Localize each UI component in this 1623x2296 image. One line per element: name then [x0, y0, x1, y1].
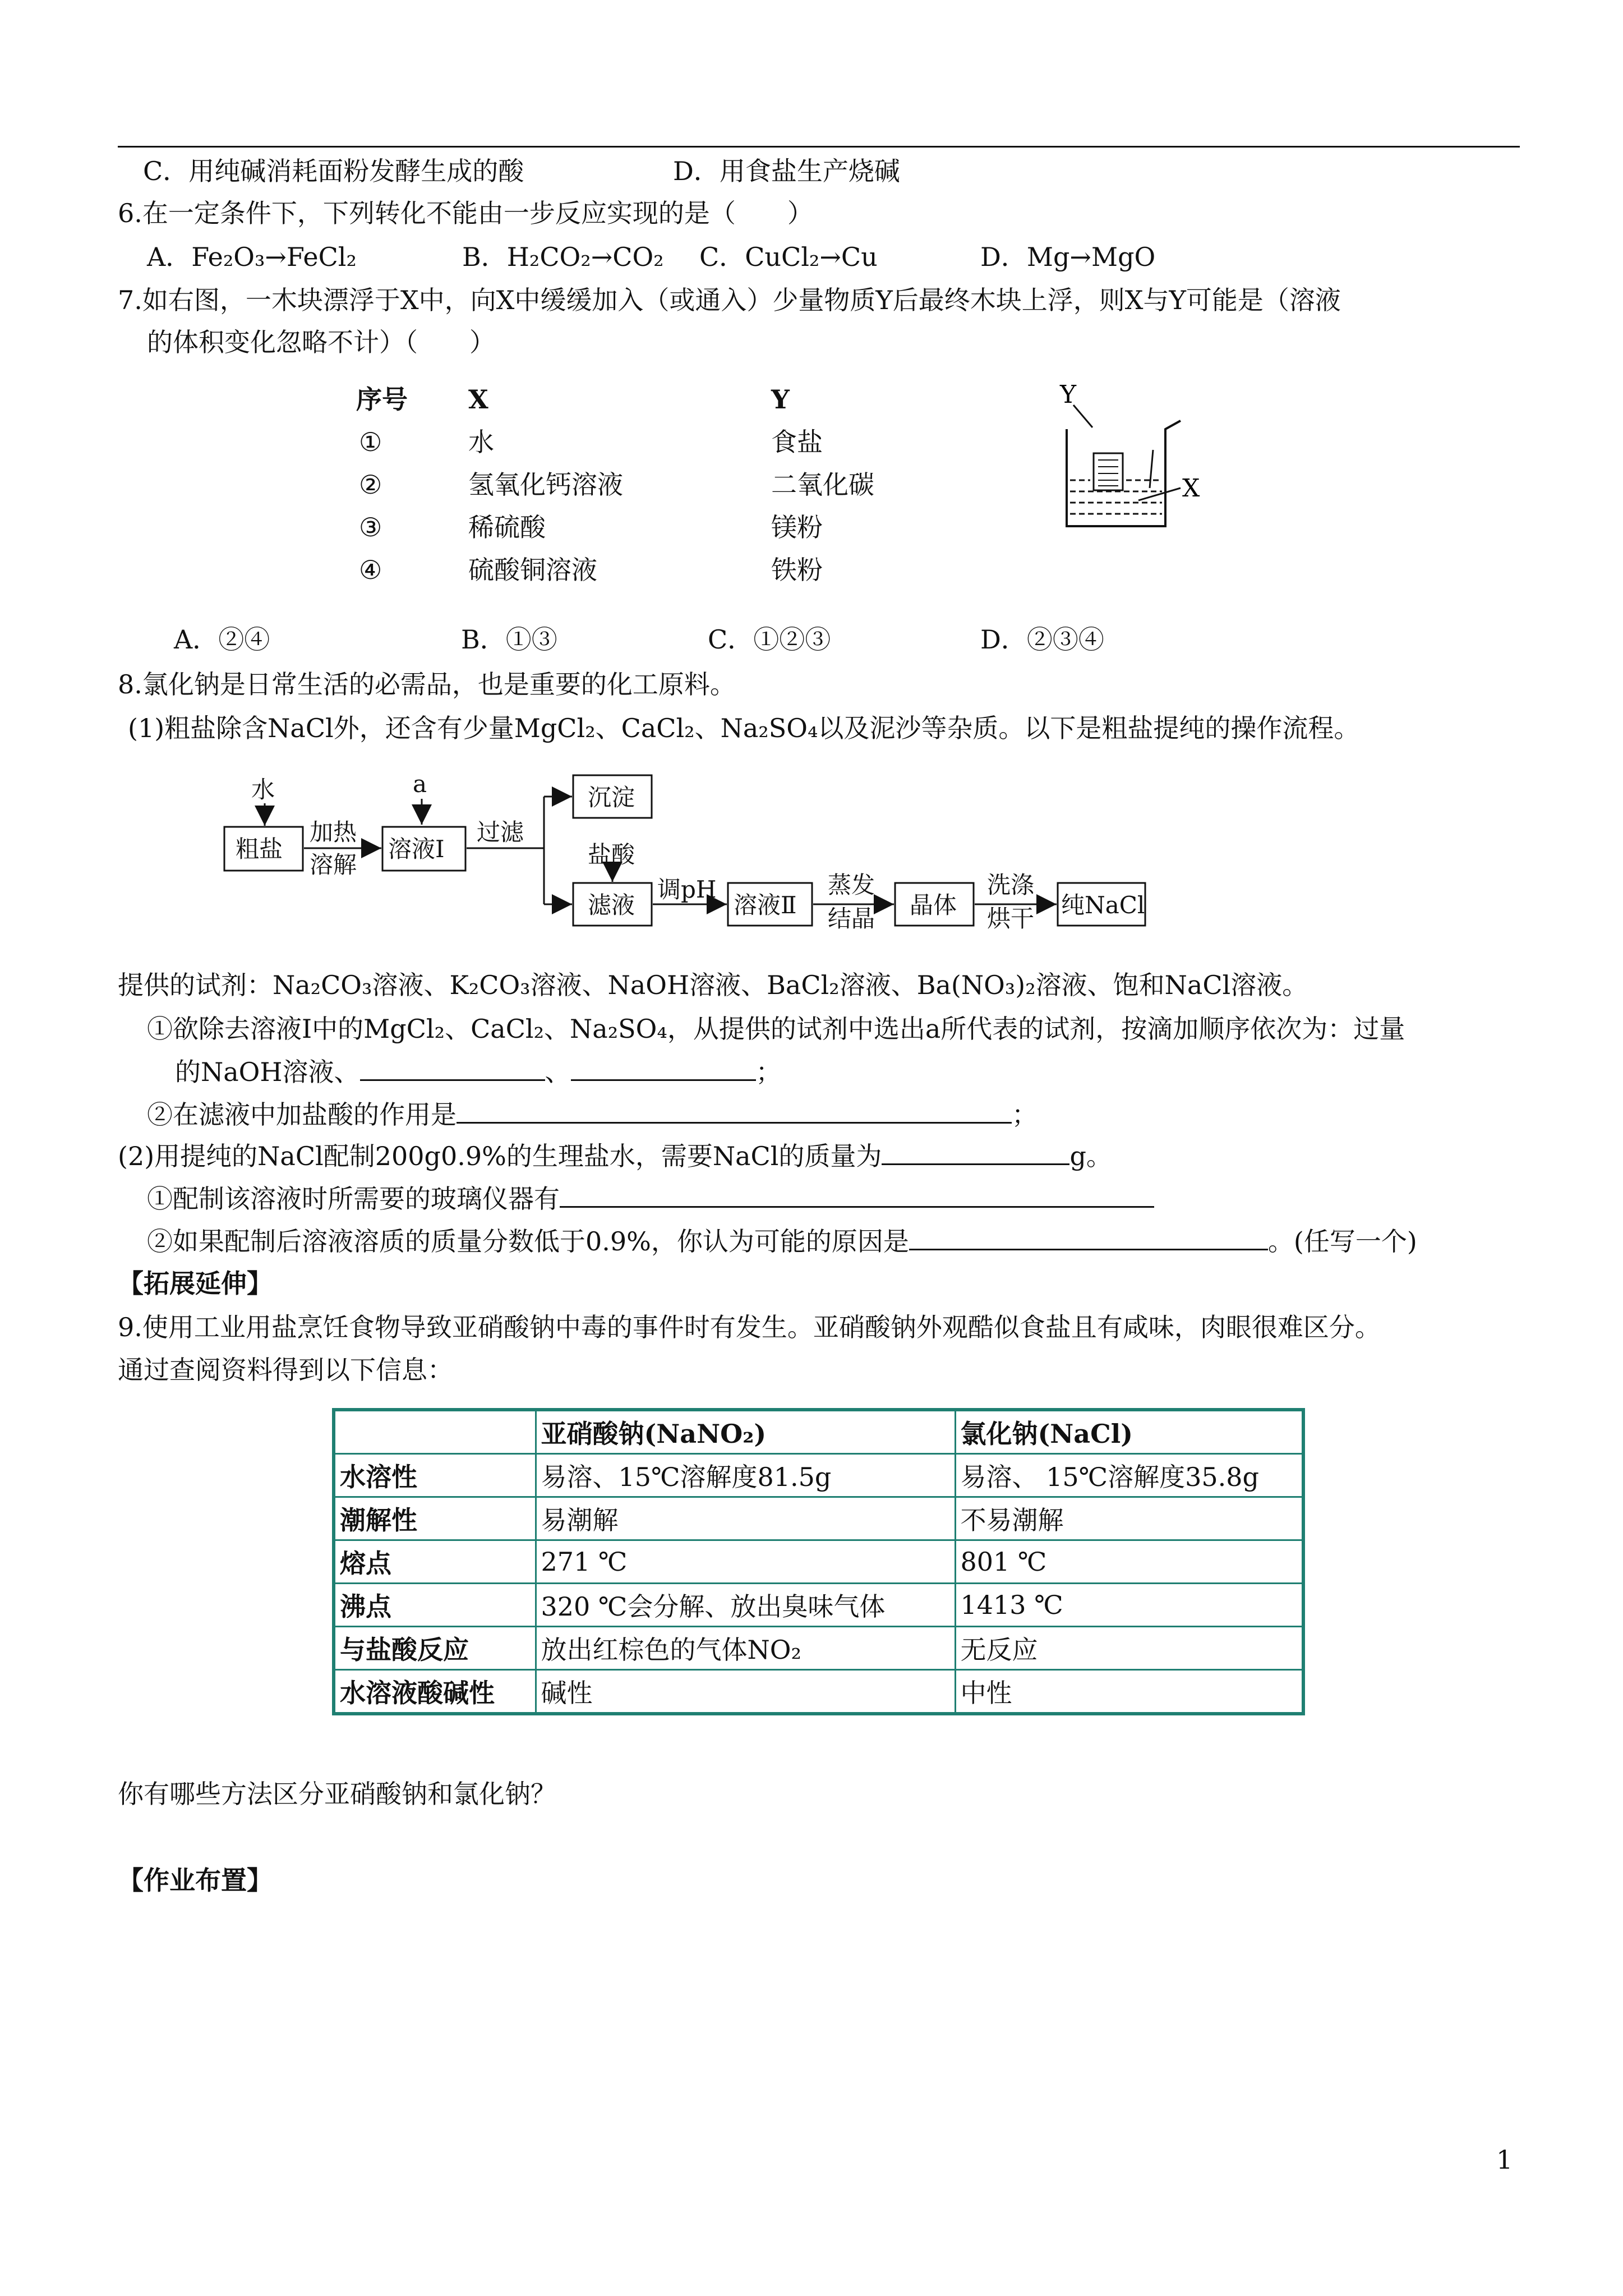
table-cell: 易溶、 15℃溶解度35.8g: [955, 1454, 1303, 1497]
q9-question: 你有哪些方法区分亚硝酸钠和氯化钠？: [118, 1779, 556, 1809]
flow-filtrate: 滤液: [588, 891, 635, 919]
q6-option-b: B．H₂CO₂→CO₂: [462, 242, 664, 272]
q7-row4-y: 铁粉: [771, 555, 823, 585]
q7-option-b: B．①③: [461, 624, 557, 655]
q9-stem-line1: 9.使用工业用盐烹饪食物导致亚硝酸钠中毒的事件时有发生。亚硝酸钠外观酷似食盐且有咸味，肉眼很难区分。: [118, 1312, 1381, 1342]
q6-option-c: C．CuCl₂→Cu: [699, 242, 878, 272]
q8-sub4-text: ②如果配制后溶液溶质的质量分数低于0.9%，你认为可能的原因是: [147, 1226, 909, 1257]
flow-adjust-ph: 调pH: [657, 876, 717, 903]
q8-sub4-line: [147, 1224, 1417, 1258]
flow-solution-1: 溶液Ⅰ: [388, 835, 445, 863]
answer-blank-low-concentration-reason[interactable]: [909, 1224, 1268, 1250]
q6-stem: 6.在一定条件下，下列转化不能由一步反应实现的是（ ）: [118, 198, 813, 228]
flow-evaporate: 蒸发: [828, 871, 875, 899]
flow-dry: 烘干: [987, 905, 1035, 932]
q8-sub1-text: 的NaOH溶液、: [175, 1057, 360, 1087]
table-row-label: 潮解性: [334, 1497, 536, 1540]
flow-hcl: 盐酸: [588, 841, 635, 868]
table-cell: 无反应: [955, 1627, 1303, 1670]
table-cell: 碱性: [536, 1670, 955, 1714]
q8-sub3-line: [147, 1181, 1154, 1216]
table-cell: 1413 ℃: [955, 1584, 1303, 1627]
table-row-label: 沸点: [334, 1584, 536, 1627]
q6-option-d: D．Mg→MgO: [980, 242, 1156, 272]
q8-sub1-line1: ①欲除去溶液Ⅰ中的MgCl₂、CaCl₂、Na₂SO₄，从提供的试剂中选出a所代表的试剂，按滴加顺序依次为：过量: [147, 1014, 1405, 1044]
page-number: 1: [1496, 2145, 1513, 2175]
table-row: [334, 1497, 1303, 1540]
q7-option-c: C．①②③: [708, 624, 831, 655]
flow-crude-salt: 粗盐: [236, 835, 283, 863]
section-homework-heading: 【作业布置】: [118, 1865, 273, 1895]
table-row-label: 水溶性: [334, 1454, 536, 1497]
table-cell: 801 ℃: [955, 1540, 1303, 1584]
q7-stem-line2: 的体积变化忽略不计）（ ）: [147, 327, 495, 357]
q8-sub1-line2: [175, 1055, 782, 1089]
beaker-figure: [1054, 376, 1211, 544]
q8-sub3-text: ①配制该溶液时所需要的玻璃仪器有: [147, 1184, 560, 1214]
table-row-label: 与盐酸反应: [334, 1627, 536, 1670]
table-header-nano2: 亚硝酸钠(NaNO₂): [536, 1410, 955, 1454]
flow-precipitate: 沉淀: [588, 784, 635, 811]
wood-block: [1094, 453, 1123, 490]
table-row: [334, 1670, 1303, 1714]
q7-option-d: D．②③④: [980, 624, 1104, 655]
flow-wash: 洗涤: [987, 871, 1035, 899]
q8-sub2-end: ；: [1012, 1099, 1038, 1130]
q9-stem-line2: 通过查阅资料得到以下信息：: [118, 1355, 453, 1385]
flow-crystallize: 结晶: [828, 905, 875, 932]
answer-blank-reagent-2[interactable]: [360, 1055, 545, 1081]
table-cell: 271 ℃: [536, 1540, 955, 1584]
top-rule: [118, 146, 1520, 148]
q5-option-d: D．用食盐生产烧碱: [673, 156, 900, 186]
flow-dissolve: 溶解: [310, 851, 357, 878]
q7-stem-line1: 7.如右图，一木块漂浮于X中，向X中缓缓加入（或通入）少量物质Y后最终木块上浮，则X与Y可能是（溶液: [118, 285, 1341, 315]
table-cell: 易潮解: [536, 1497, 955, 1540]
q7-row1-y: 食盐: [771, 427, 823, 457]
answer-blank-hcl-role[interactable]: [457, 1097, 1012, 1124]
q8-sub4-end: 。(任写一个): [1267, 1226, 1417, 1257]
table-row: [334, 1627, 1303, 1670]
label-x: X: [1182, 474, 1200, 503]
table-row: [334, 1584, 1303, 1627]
q7-row4-x: 硫酸铜溶液: [468, 555, 597, 585]
q8-reagents: 提供的试剂：Na₂CO₃溶液、K₂CO₃溶液、NaOH溶液、BaCl₂溶液、Ba(NO₃)₂溶液、饱和NaCl溶液。: [118, 970, 1308, 1000]
q7-row1-x: 水: [468, 427, 494, 457]
flow-heat: 加热: [310, 818, 357, 846]
answer-blank-reagent-3[interactable]: [571, 1055, 756, 1081]
table-header-nacl: 氯化钠(NaCl): [955, 1410, 1303, 1454]
table-cell: 不易潮解: [955, 1497, 1303, 1540]
comparison-table: [332, 1408, 1305, 1715]
q7-row2-no: ②: [359, 470, 382, 500]
table-cell: 320 ℃会分解、放出臭味气体: [536, 1584, 955, 1627]
table-row-label: 水溶液酸碱性: [334, 1670, 536, 1714]
q7-row3-x: 稀硫酸: [468, 512, 546, 542]
q8-part2-line: [118, 1139, 1112, 1173]
answer-blank-glassware[interactable]: [560, 1181, 1154, 1208]
q8-stem: 8.氯化钠是日常生活的必需品，也是重要的化工原料。: [118, 669, 736, 700]
flow-filter: 过滤: [477, 818, 524, 846]
table-header-row: [334, 1410, 1303, 1454]
table-header-cell: [334, 1410, 536, 1454]
answer-blank-nacl-mass[interactable]: [882, 1139, 1069, 1165]
flow-crystal: 晶体: [910, 891, 957, 919]
q7-row2-y: 二氧化碳: [771, 470, 874, 500]
flow-water: 水: [251, 776, 275, 803]
q5-option-c: C．用纯碱消耗面粉发酵生成的酸: [143, 156, 524, 186]
table-row-label: 熔点: [334, 1540, 536, 1584]
table-cell: 放出红棕色的气体NO₂: [536, 1627, 955, 1670]
flow-reagent-a: a: [413, 770, 427, 798]
q8-sub2-line: [147, 1097, 1038, 1131]
section-extend-heading: 【拓展延伸】: [118, 1268, 273, 1299]
flow-solution-2: 溶液Ⅱ: [734, 891, 797, 919]
q8-sub2-text: ②在滤液中加盐酸的作用是: [147, 1099, 457, 1130]
q6-option-a: A．Fe₂O₃→FeCl₂: [147, 242, 357, 272]
flow-pure-nacl: 纯NaCl: [1061, 891, 1145, 919]
table-cell: 中性: [955, 1670, 1303, 1714]
label-y: Y: [1060, 380, 1077, 409]
q7-row4-no: ④: [359, 555, 382, 585]
purification-flow-diagram: [213, 763, 1200, 942]
table-cell: 易溶、15℃溶解度81.5g: [536, 1454, 955, 1497]
dropper-stream: [1150, 450, 1153, 488]
q7-head-no: 序号: [356, 384, 408, 415]
table-row: [334, 1540, 1303, 1584]
q7-row3-no: ③: [359, 512, 382, 542]
q7-row1-no: ①: [359, 427, 382, 457]
q7-head-x: X: [468, 384, 488, 415]
x-pointer-line: [1138, 488, 1181, 500]
q8-part2-unit: g。: [1069, 1141, 1112, 1171]
q8-part2-text: (2)用提纯的NaCl配制200g0.9%的生理盐水，需要NaCl的质量为: [118, 1141, 882, 1171]
q7-row2-x: 氢氧化钙溶液: [468, 470, 623, 500]
q7-head-y: Y: [771, 384, 790, 415]
y-pointer-line: [1073, 405, 1092, 427]
q7-option-a: A．②④: [174, 624, 270, 655]
q7-row3-y: 镁粉: [771, 512, 823, 542]
table-row: [334, 1454, 1303, 1497]
q8-sub1-sep: 、: [545, 1057, 571, 1087]
q8-part1: (1)粗盐除含NaCl外，还含有少量MgCl₂、CaCl₂、Na₂SO₄以及泥沙等杂质。以下是粗盐提纯的操作流程。: [128, 713, 1360, 743]
q8-sub1-end: ；: [755, 1057, 782, 1087]
